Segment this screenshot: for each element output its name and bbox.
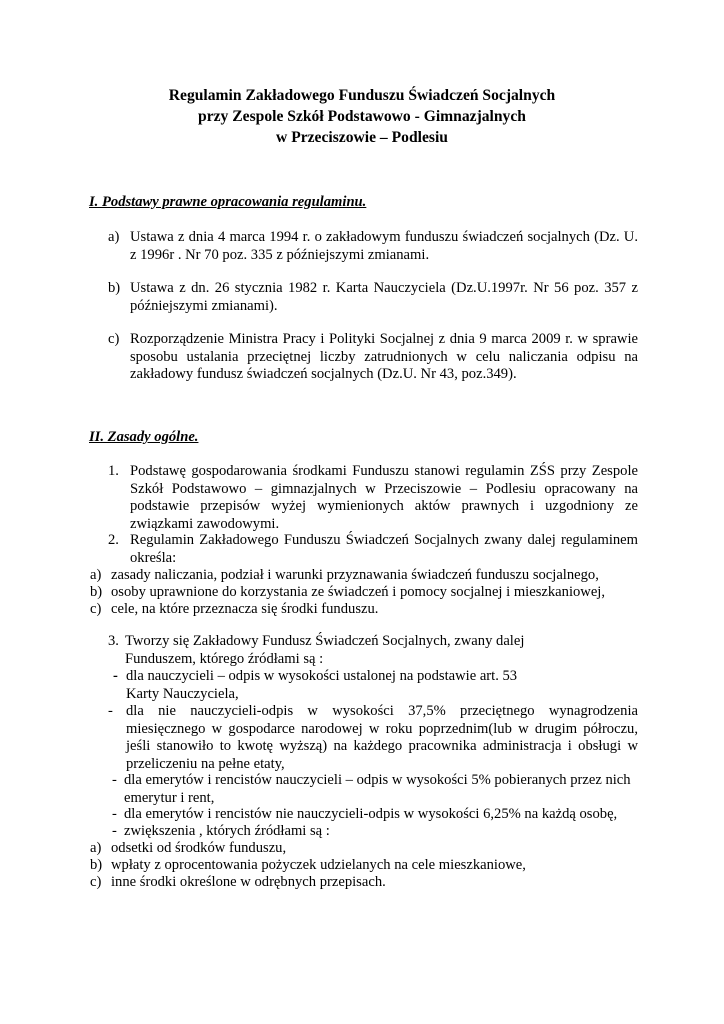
paragraph-number: 1. (108, 463, 119, 479)
dash-bullet: - (112, 806, 117, 822)
list-item-text: osoby uprawnione do korzystania ze świadczeń i pomocy socjalnej i mieszkaniowej, (111, 584, 606, 600)
paragraph-number: 3. (108, 633, 119, 649)
paragraph-text: Tworzy się Zakładowy Fundusz Świadczeń Socjalnych, zwany dalej Funduszem, którego źródłami są : (125, 633, 525, 667)
list-item-text: dla emerytów i rencistów nie nauczycieli-odpis w wysokości 6,25% na każdą osobę, (124, 806, 618, 822)
list-item-label: b) (90, 584, 103, 600)
list-item-label: c) (90, 874, 102, 890)
document-title-line-2: przy Zespole Szkół Podstawowo - Gimnazjalnych (198, 108, 526, 125)
list-item-text: inne środki określone w odrębnych przepisach. (111, 874, 386, 890)
document-title-line-1: Regulamin Zakładowego Funduszu Świadczeń Socjalnych (168, 87, 556, 104)
list-item-text: odsetki od środków funduszu, (111, 840, 287, 856)
dash-bullet: - (112, 772, 117, 788)
list-item-label: c) (108, 331, 120, 347)
list-item-text: dla emerytów i rencistów nauczycieli – odpis w wysokości 5% pobieranych przez nich emerytur i rent, (124, 772, 631, 806)
list-item-label: a) (108, 229, 120, 245)
dash-bullet: - (112, 823, 117, 839)
paragraph-text: Podstawę gospodarowania środkami Funduszu stanowi regulamin ZŚS przy Zespole Szkół Podstawowo – gimnazjalnych w Przeciszowie – Podlesiu opracowany na podstawie przepisów wyżej wymienionych aktów prawnych i uzgodniony ze związkami zawodowymi. (130, 463, 638, 532)
list-item-label: b) (108, 280, 121, 296)
paragraph-number: 2. (108, 532, 119, 548)
list-item-text: dla nauczycieli – odpis w wysokości ustalonej na podstawie art. 53 Karty Nauczyciela, (126, 668, 518, 702)
list-item-text: Rozporządzenie Ministra Pracy i Polityki Socjalnej z dnia 9 marca 2009 r. w sprawie sposobu ustalania przeciętnej liczby zatrudnionych w celu naliczania odpisu na zakładowy fundusz świadczeń socjalnych (Dz.U. Nr 43, poz.349). (130, 331, 638, 382)
list-item-text: zasady naliczania, podział i warunki przyznawania świadczeń funduszu socjalnego, (111, 567, 599, 583)
list-item-label: a) (90, 567, 102, 583)
list-item-text: wpłaty z oprocentowania pożyczek udzielanych na cele mieszkaniowe, (111, 857, 526, 873)
list-item-label: b) (90, 857, 103, 873)
section-2-heading: II. Zasady ogólne. (89, 429, 199, 445)
dash-bullet: - (113, 668, 118, 684)
document-title-line-3: w Przeciszowie – Podlesiu (276, 129, 448, 146)
section-1-heading: I. Podstawy prawne opracowania regulaminu. (89, 194, 367, 210)
list-item-text: Ustawa z dnia 4 marca 1994 r. o zakładowym funduszu świadczeń socjalnych (Dz. U. z 1996r . Nr 70 poz. 335 z późniejszymi zmianami. (130, 229, 638, 263)
list-item-text: Ustawa z dn. 26 stycznia 1982 r. Karta Nauczyciela (Dz.U.1997r. Nr 56 poz. 357 z późniejszymi zmianami). (130, 280, 638, 314)
list-item-text: zwiększenia , których źródłami są : (124, 823, 330, 839)
list-item-label: a) (90, 840, 102, 856)
dash-bullet: - (108, 703, 113, 719)
list-item-text: dla nie nauczycieli-odpis w wysokości 37,5% przeciętnego wynagrodzenia miesięcznego w gospodarce narodowej w roku poprzednim(lub w drugim półroczu, jeśli stanowiło to kwotę wyższą) na każdego pracownika administracja i obsługi w przeliczeniu na pełne etaty, (126, 703, 638, 772)
paragraph-text: Regulamin Zakładowego Funduszu Świadczeń Socjalnych zwany dalej regulaminem określa: (130, 532, 638, 566)
list-item-text: cele, na które przeznacza się środki funduszu. (111, 601, 379, 617)
list-item-label: c) (90, 601, 102, 617)
